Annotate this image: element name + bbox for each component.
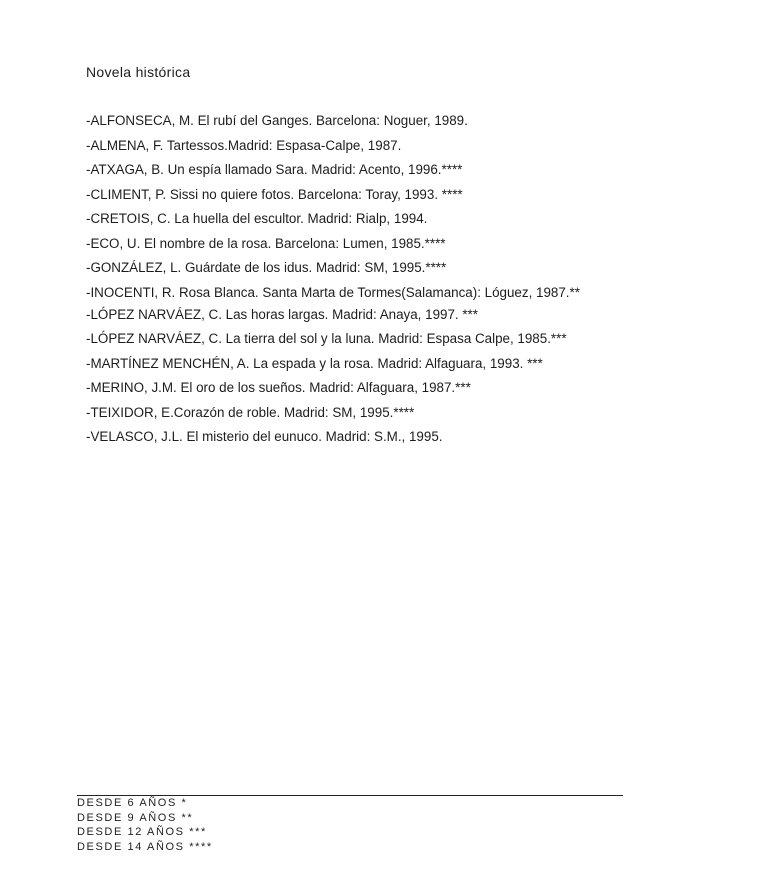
bibliography-entry: -TEIXIDOR, E.Corazón de roble. Madrid: SM, 1995.**** [86, 404, 415, 420]
bibliography-entry: -MERINO, J.M. El oro de los sueños. Madrid: Alfaguara, 1987.*** [86, 380, 471, 395]
bibliography-entry: -INOCENTI, R. Rosa Blanca. Santa Marta de Tormes(Salamanca): Lóguez, 1987.** [86, 284, 580, 300]
bibliography-entry: -CRETOIS, C. La huella del escultor. Madrid: Rialp, 1994. [86, 211, 428, 226]
bibliography-entry: -LÓPEZ NARVÁEZ, C. La tierra del sol y la luna. Madrid: Espasa Calpe, 1985.*** [86, 331, 567, 346]
bibliography-list [86, 113, 646, 454]
bibliography-entry: -ALMENA, F. Tartessos.Madrid: Espasa-Calpe, 1987. [86, 137, 402, 153]
bibliography-entry: -MARTÍNEZ MENCHÉN, A. La espada y la rosa. Madrid: Alfaguara, 1993. *** [86, 355, 543, 371]
age-legend-item: DESDE 6 AÑOS * [77, 797, 188, 809]
bibliography-entry: -GONZÁLEZ, L. Guárdate de los idus. Madrid: SM, 1995.**** [86, 260, 447, 275]
age-legend-item: DESDE 14 AÑOS **** [77, 840, 213, 853]
age-legend-item: DESDE 12 AÑOS *** [77, 826, 207, 838]
age-legend-item: DESDE 9 AÑOS ** [77, 811, 194, 824]
bibliography-entry: -ECO, U. El nombre de la rosa. Barcelona: Lumen, 1985.**** [86, 235, 446, 251]
bibliography-entry: -ALFONSECA, M. El rubí del Ganges. Barcelona: Noguer, 1989. [86, 113, 468, 128]
bibliography-entry: -ATXAGA, B. Un espía llamado Sara. Madrid: Acento, 1996.**** [86, 162, 463, 177]
bibliography-entry: -CLIMENT, P. Sissi no quiere fotos. Barcelona: Toray, 1993. **** [86, 186, 463, 202]
age-legend [77, 796, 213, 854]
section-title: Novela histórica [86, 64, 191, 80]
bibliography-entry: -VELASCO, J.L. El misterio del eunuco. Madrid: S.M., 1995. [86, 429, 443, 444]
bibliography-entry: -LÓPEZ NARVÁEZ, C. Las horas largas. Madrid: Anaya, 1997. *** [86, 306, 478, 322]
